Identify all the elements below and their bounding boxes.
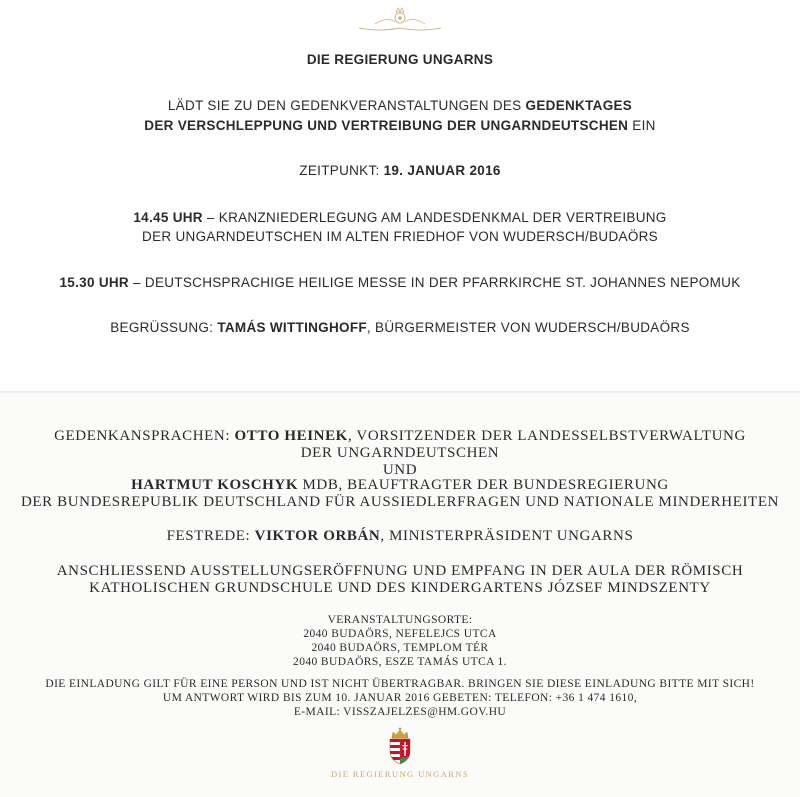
- speaker-name: HARTMUT KOSCHYK: [131, 477, 299, 493]
- speaker-role: , VORSITZENDER DER LANDESSELBSTVERWALTUNG: [347, 428, 746, 444]
- speeches-line-1: [0, 428, 800, 445]
- venue-item: [0, 656, 800, 668]
- fold-line: [0, 391, 800, 393]
- closing-text: KATHOLISCHEN GRUNDSCHULE UND DES KINDERGARTENS JÓZSEF MINDSZENTY: [89, 580, 711, 596]
- closing-line-2: [0, 580, 800, 597]
- greeting-line: [0, 320, 800, 335]
- closing-line-1: [0, 563, 800, 580]
- brand-text: DIE REGIERUNG UNGARNS: [330, 769, 469, 779]
- program-item-1: [0, 210, 800, 225]
- page-title: [0, 52, 800, 67]
- intro-highlight: DER VERSCHLEPPUNG UND VERTREIBUNG DER UNGARNDEUTSCHEN: [144, 118, 629, 133]
- event-date: [0, 163, 800, 178]
- speeches-label: GEDENKANSPRACHEN:: [54, 428, 235, 444]
- venues-heading: VERANSTALTUNGSORTE:: [327, 614, 473, 626]
- coat-of-arms-icon: [387, 727, 413, 765]
- venue-address: 2040 BUDAÖRS, NEFELEJCS UTCA: [303, 628, 497, 640]
- program-text: – KRANZNIEDERLEGUNG AM LANDESDENKMAL DER VERTREIBUNG: [202, 210, 667, 225]
- speaker-role: DER BUNDESREPUBLIK DEUTSCHLAND FÜR AUSSIEDLERFRAGEN UND NATIONALE MINDERHEITEN: [20, 494, 780, 510]
- festrede-name: VIKTOR ORBÁN: [254, 528, 381, 544]
- footer-brand: [0, 769, 800, 779]
- program-item-2: [0, 275, 800, 290]
- program-text: – DEUTSCHSPRACHIGE HEILIGE MESSE IN DER PFARRKIRCHE ST. JOHANNES NEPOMUK: [128, 275, 741, 290]
- intro-highlight: GEDENKTAGES: [525, 98, 633, 113]
- note-line-1: [0, 678, 800, 690]
- speaker-role: MDB, BEAUFTRAGTER DER BUNDESREGIERUNG: [298, 477, 669, 493]
- speaker-role: DER UNGARNDEUTSCHEN: [300, 445, 500, 461]
- date-value: 19. JANUAR 2016: [383, 163, 501, 178]
- intro-text: EIN: [628, 118, 656, 133]
- speeches-line-4: [0, 494, 800, 511]
- program-text: DER UNGARNDEUTSCHEN IM ALTEN FRIEDHOF VON WUDERSCH/BUDAÖRS: [142, 229, 658, 244]
- greeting-label: BEGRÜSSUNG:: [110, 320, 218, 335]
- date-label: ZEITPUNKT:: [299, 163, 384, 178]
- intro-line-1: [0, 98, 800, 113]
- closing-text: ANSCHLIESSEND AUSSTELLUNGSERÖFFNUNG UND EMPFANG IN DER AULA DER RÖMISCH: [56, 563, 744, 579]
- venue-address: 2040 BUDAÖRS, TEMPLOM TÉR: [311, 642, 489, 654]
- conjunction: UND: [382, 462, 418, 478]
- program-time: 14.45 UHR: [133, 210, 203, 225]
- festrede-role: , MINISTERPRÄSIDENT UNGARNS: [380, 528, 634, 544]
- greeting-name: TAMÁS WITTINGHOFF: [217, 320, 367, 335]
- speeches-line-2: [0, 445, 800, 462]
- gold-ornament-icon: [355, 6, 445, 32]
- greeting-role: , BÜRGERMEISTER VON WUDERSCH/BUDAÖRS: [366, 320, 690, 335]
- note-text: DIE EINLADUNG GILT FÜR EINE PERSON UND IST NICHT ÜBERTRAGBAR. BRINGEN SIE DIESE EINLADUNG BITTE MIT SICH!: [45, 678, 755, 690]
- government-title: DIE REGIERUNG UNGARNS: [306, 52, 494, 67]
- venue-item: [0, 628, 800, 640]
- speaker-name: OTTO HEINEK: [234, 428, 348, 444]
- intro-text: LÄDT SIE ZU DEN GEDENKVERANSTALTUNGEN DES: [167, 98, 526, 113]
- program-item-1-continued: [0, 229, 800, 244]
- contact-email: E-MAIL: VISSZAJELZES@HM.GOV.HU: [293, 706, 507, 718]
- intro-line-2: [0, 118, 800, 133]
- festrede-label: FESTREDE:: [166, 528, 255, 544]
- note-text: UM ANTWORT WIRD BIS ZUM 10. JANUAR 2016 GEBETEN: TELEFON: +36 1 474 1610,: [162, 692, 638, 704]
- speeches-line-3: [0, 477, 800, 494]
- note-line-2: [0, 692, 800, 704]
- venue-address: 2040 BUDAÖRS, ESZE TAMÁS UTCA 1.: [293, 656, 507, 668]
- program-time: 15.30 UHR: [59, 275, 129, 290]
- venues-title: [0, 614, 800, 626]
- note-line-3: [0, 706, 800, 718]
- festrede-line: [0, 528, 800, 545]
- venue-item: [0, 642, 800, 654]
